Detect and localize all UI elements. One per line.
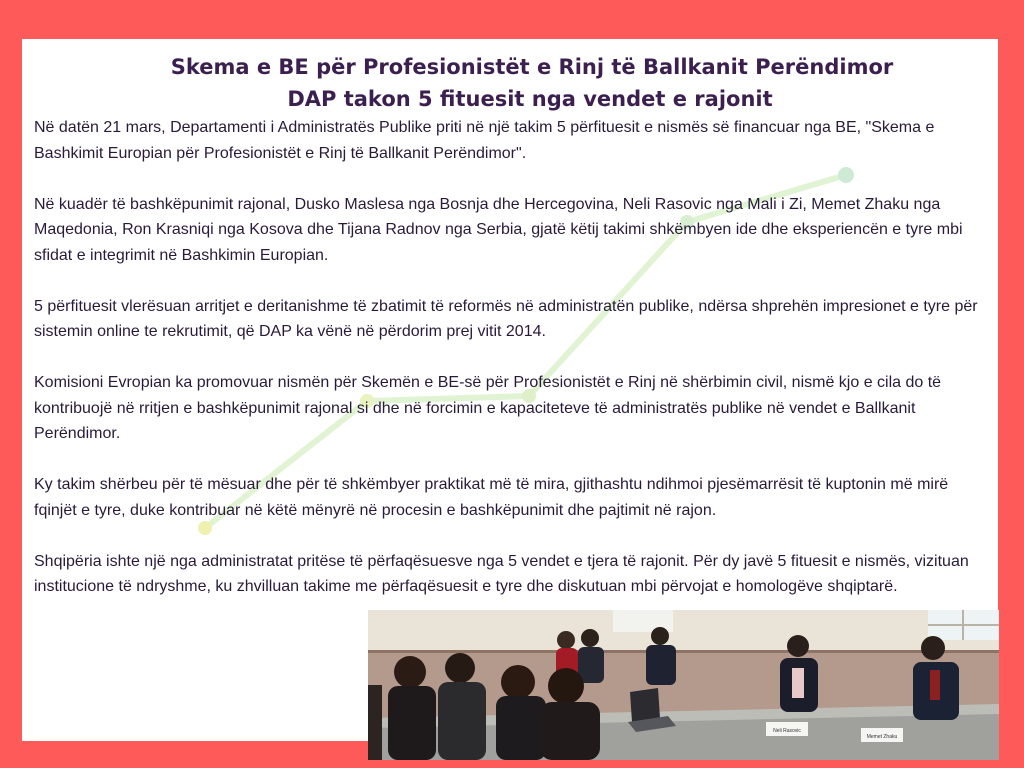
article-body [34, 115, 989, 625]
paragraph-3: 5 përfituesit vlerësuan arritjet e deritanishme të zbatimit të reformës në administratën publike, ndërsa shprehën impresionet e tyre për sistemin online te rekrutimit, që DAP ka vënë në përdorim prej vitit 2014. [34, 297, 978, 340]
meeting-photo [368, 610, 999, 760]
title-line-1: Skema e BE për Profesionistët e Rinj të Ballkanit Perëndimor [170, 55, 894, 79]
nameplate-left: Neli Rasovic [773, 728, 801, 734]
paragraph-6: Shqipëria ishte një nga administratat pritëse të përfaqësuesve nga 5 vendet e tjera të rajonit. Për dy javë 5 fituesit e nismës, vizituan institucione të ndryshme, ku zhvilluan takime me përfaqësuesit e tyre dhe diskutuan mbi përvojat e homologëve shqiptarë. [34, 552, 969, 595]
page-title [22, 51, 998, 115]
title-line-2: DAP takon 5 fituesit nga vendet e rajonit [287, 87, 773, 111]
paragraph-2: Në kuadër të bashkëpunimit rajonal, Dusko Maslesa nga Bosnja dhe Hercegovina, Neli Rasovic nga Mali i Zi, Memet Zhaku nga Maqedonia, Ron Krasniqi nga Kosova dhe Tijana Radnov nga Serbia, gjatë këtij takimi shkëmbyen ide dhe eksperiencën e tyre mbi sfidat e integrimit në Bashkimin Europian. [34, 195, 963, 264]
paragraph-1: Në datën 21 mars, Departamenti i Administratës Publike priti në një takim 5 përfituesit e nismës së financuar nga BE, "Skema e Bashkimit Europian për Profesionistët e Rinj të Ballkanit Perëndimor". [34, 119, 935, 162]
paragraph-4: Komisioni Evropian ka promovuar nismën për Skemën e BE-së për Profesionistët e Rinj në shërbimin civil, nismë kjo e cila do të kontribuojë në rritjen e bashkëpunimit rajonal si dhe në forcimin e kapaciteteve të administratës publike në vendet e Ballkanit Perëndimor. [34, 374, 942, 442]
meeting-photo-illustration [368, 610, 999, 760]
nameplate-right: Memet Zhaku [866, 734, 898, 740]
paragraph-5: Ky takim shërbeu për të mësuar dhe për të shkëmbyer praktikat më të mira, gjithashtu ndihmoi pjesëmarrësit të kuptonin më mirë fqinjët e tyre, duke kontribuar në këtë mënyrë në procesin e bashkëpunimit dhe pajtimit në rajon. [34, 476, 949, 519]
